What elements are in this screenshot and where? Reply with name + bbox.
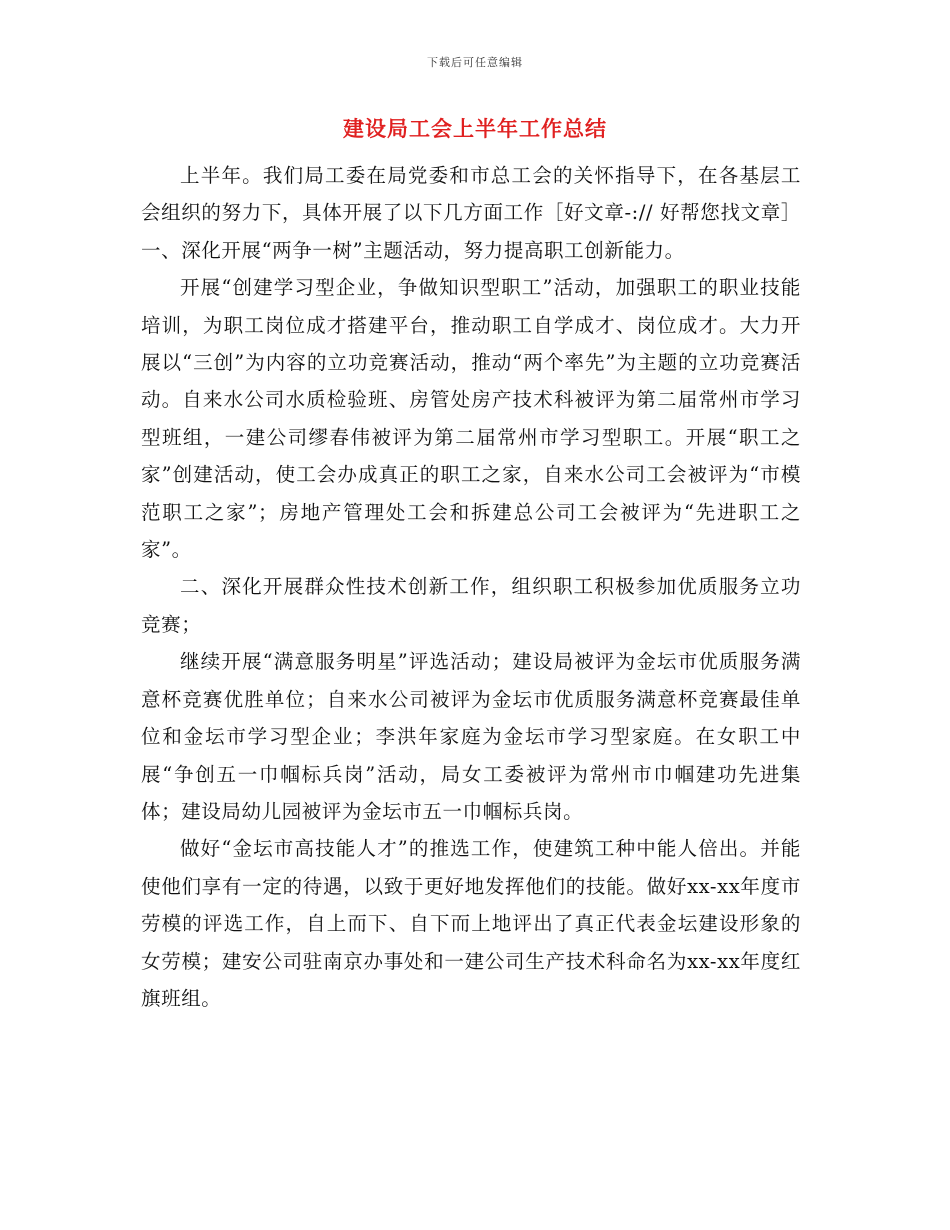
body-paragraph: 做好“金坛市高技能人才”的推选工作，使建筑工种中能人倍出。并能使他们享有一定的待遇，以致于更好地发挥他们的技能。做好xx-xx年度市劳模的评选工作，自上而下、自下而上地评出了真正代表金坛建设形象的女劳模；建安公司驻南京办事处和一建公司生产技术科命名为xx-xx年度红旗班组。 — [141, 837, 801, 1010]
body-paragraph: 继续开展“满意服务明星”评选活动；建设局被评为金坛市优质服务满意杯竞赛优胜单位；自来水公司被评为金坛市优质服务满意杯竞赛最佳单位和金坛市学习型企业；李洪年家庭为金坛市学习型家庭。在女职工中展“争创五一巾帼标兵岗”活动，局女工委被评为常州市巾帼建功先进集体；建设局幼儿园被评为金坛市五一巾帼标兵岗。 — [141, 650, 801, 823]
body-paragraph: 上半年。我们局工委在局党委和市总工会的关怀指导下，在各基层工会组织的努力下，具体开展了以下几方面工作［好文章-:// 好帮您找文章］一、深化开展“两争一树”主题活动，努力提高职工创新能力。 — [141, 164, 801, 262]
body-paragraph: 二、深化开展群众性技术创新工作，组织职工积极参加优质服务立功竞赛； — [141, 575, 801, 636]
body-paragraph: 开展“创建学习型企业，争做知识型职工”活动，加强职工的职业技能培训，为职工岗位成才搭建平台，推动职工自学成才、岗位成才。大力开展以“三创”为内容的立功竞赛活动，推动“两个率先”为主题的立功竞赛活动。自来水公司水质检验班、房管处房产技术科被评为第二届常州市学习型班组，一建公司缪春伟被评为第二届常州市学习型职工。开展“职工之家”创建活动，使工会办成真正的职工之家，自来水公司工会被评为“市模范职工之家”；房地产管理处工会和拆建总公司工会被评为“先进职工之家”。 — [141, 276, 801, 562]
document-title: 建设局工会上半年工作总结 — [343, 116, 607, 141]
document-body — [141, 157, 801, 1017]
header-note: 下载后可任意编辑 — [427, 56, 523, 69]
